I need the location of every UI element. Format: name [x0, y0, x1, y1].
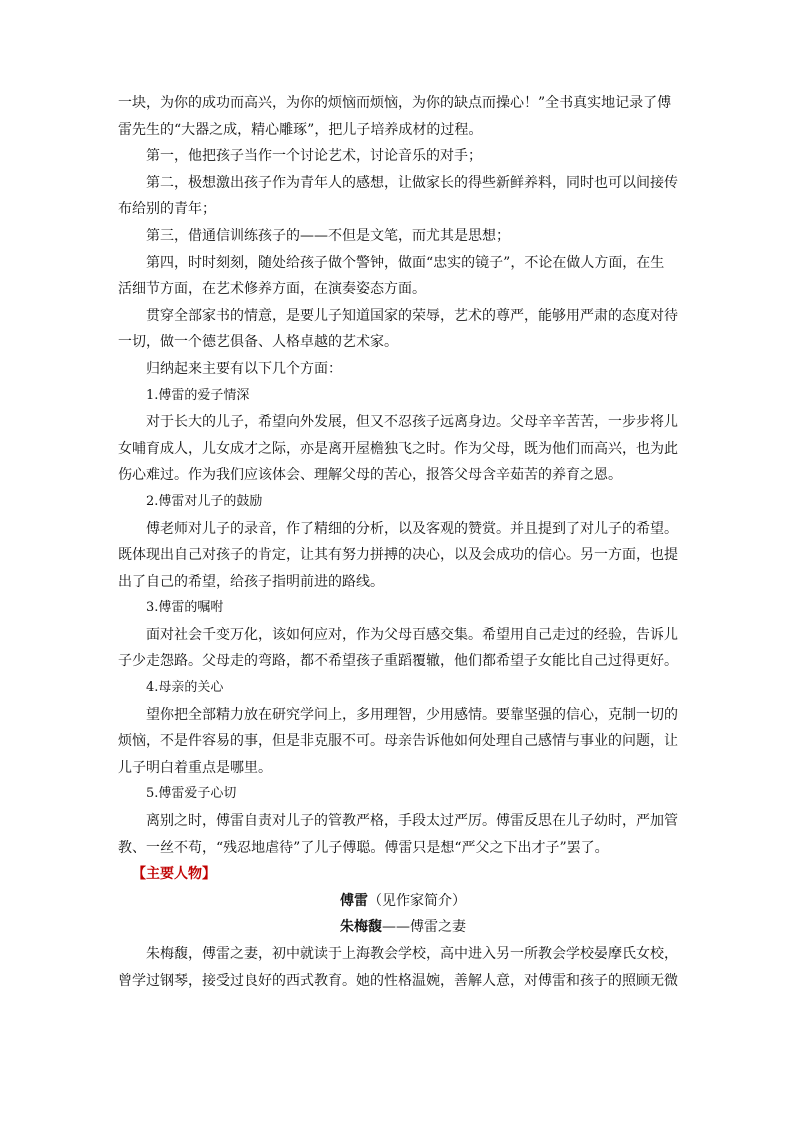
body-line: 子少走怨路。父母走的弯路，都不希望孩子重蹈覆辙，他们都希望子女能比自己过得更好。 [118, 653, 678, 670]
numbered-heading: 2.傅雷对儿子的鼓励 [146, 493, 263, 509]
numbered-heading: 1.傅雷的爱子情深 [146, 387, 250, 403]
character-note: （见作家简介） [368, 892, 466, 909]
character-name: 朱梅馥 [340, 919, 382, 936]
section-heading [118, 861, 688, 888]
body-line: 伤心难过。作为我们应该体会、理解父母的苦心，报答父母含辛茹苦的养育之恩。 [118, 467, 622, 484]
body-line: 曾学过钢琴，接受过良好的西式教育。她的性格温婉，善解人意，对傅雷和孩子的照顾无微 [118, 972, 678, 989]
body-line: 第三，借通信训练孩子的——不但是文笔，而尤其是思想； [146, 227, 510, 244]
body-line: 布给别的青年； [118, 201, 216, 218]
body-line: 第一，他把孩子当作一个讨论艺术，讨论音乐的对手； [146, 148, 482, 165]
numbered-heading: 4.母亲的关心 [146, 680, 224, 696]
numbered-heading: 3.傅雷的嘱咐 [146, 600, 224, 616]
body-line: 既体现出自己对孩子的肯定，让其有努力拼搏的决心，以及会成功的信心。另一方面，也提 [118, 547, 678, 564]
body-line: 烦恼，不是件容易的事，但是非克服不可。母亲告诉他如何处理自己感情与事业的问题，让 [118, 733, 678, 750]
body-line: 雷先生的“大器之成，精心雕琢”，把儿子培养成材的过程。 [118, 121, 483, 138]
body-line: 第二，极想激出孩子作为青年人的感想，让做家长的得些新鲜养料，同时也可以间接传 [146, 174, 678, 191]
body-line: 教、一丝不苟，“残忍地虐待”了儿子傅聪。傅雷只是想“严父之下出才子”罢了。 [118, 839, 609, 856]
numbered-heading: 5.傅雷爱子心切 [146, 786, 237, 802]
character-heading [118, 888, 688, 915]
body-line: 一块，为你的成功而高兴，为你的烦恼而烦恼，为你的缺点而操心！”全书真实地记录了傅 [118, 95, 672, 111]
character-heading [118, 914, 688, 941]
body-line: 女哺育成人，儿女成才之际，亦是离开屋檐独飞之时。作为父母，既为他们而高兴，也为此 [118, 440, 678, 457]
body-line: 面对社会千变万化，该如何应对，作为父母百感交集。希望用自己走过的经验，告诉儿 [146, 626, 678, 643]
body-line: 对于长大的儿子，希望向外发展，但又不忍孩子远离身边。父母辛辛苦苦，一步步将儿 [146, 414, 678, 431]
section-label: 主要人物 [146, 866, 202, 883]
body-line: 傅老师对儿子的录音，作了精细的分析，以及客观的赞赏。并且提到了对儿子的希望。 [146, 520, 678, 537]
body-line: 儿子明白着重点是哪里。 [118, 759, 272, 776]
section-open-bracket: 【 [132, 866, 146, 883]
document-page [118, 90, 688, 994]
character-note: ——傅雷之妻 [382, 919, 466, 936]
body-line: 朱梅馥，傅雷之妻，初中就读于上海教会学校，高中进入另一所教会学校晏摩氏女校， [146, 946, 678, 962]
body-line: 贯穿全部家书的情意，是要儿子知道国家的荣辱，艺术的尊严，能够用严肃的态度对待 [146, 307, 678, 324]
body-line: 离别之时，傅雷自责对儿子的管教严格，手段太过严厉。傅雷反思在儿子幼时，严加管 [146, 813, 678, 830]
body-line: 出了自己的希望，给孩子指明前进的路线。 [118, 573, 384, 590]
body-line: 活细节方面，在艺术修养方面，在演奏姿态方面。 [118, 281, 426, 298]
body-line: 一切，做一个德艺俱备、人格卓越的艺术家。 [118, 334, 398, 351]
section-close-bracket: 】 [202, 866, 216, 883]
body-line: 望你把全部精力放在研究学问上，多用理智，少用感情。要靠坚强的信心，克制一切的 [146, 706, 678, 723]
body-line: 第四，时时刻刻，随处给孩子做个警钟，做面“忠实的镜子”，不论在做人方面，在生 [146, 254, 665, 271]
character-name: 傅雷 [340, 892, 368, 909]
body-line: 归纳起来主要有以下几个方面： [146, 360, 342, 377]
